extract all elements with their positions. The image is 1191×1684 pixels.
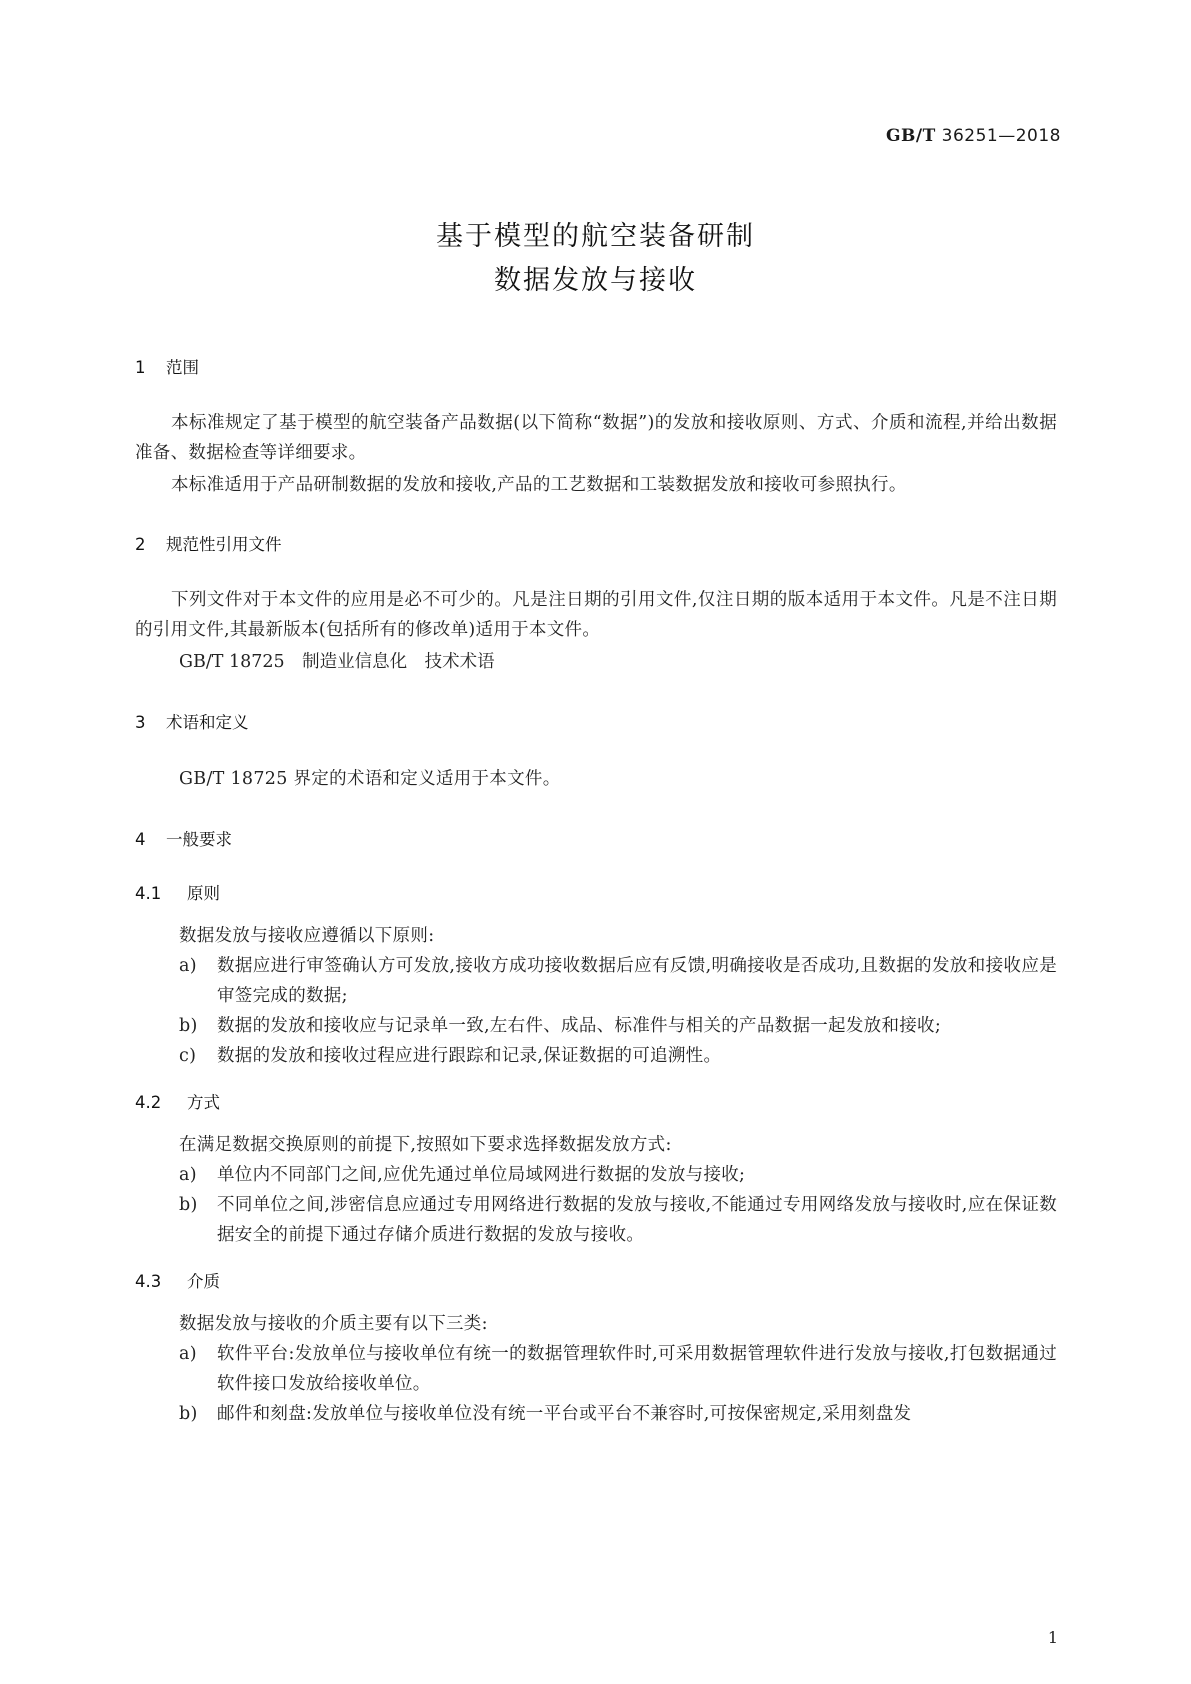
- page-number: 1: [1047, 1628, 1058, 1647]
- section-title: 一般要求: [166, 830, 232, 849]
- standard-code-number: 36251—2018: [941, 126, 1061, 146]
- section-4-3-intro: 数据发放与接收的介质主要有以下三类:: [179, 1314, 488, 1334]
- section-number: 4: [135, 830, 146, 849]
- list-item: [179, 1339, 1057, 1399]
- list-marker: b): [179, 1404, 198, 1424]
- subsection-number: 4.1: [135, 884, 162, 903]
- subsection-title: 方式: [187, 1093, 220, 1112]
- title-line-1: 基于模型的航空装备研制: [436, 221, 755, 252]
- normative-reference: GB/T 18725 制造业信息化 技术术语: [179, 652, 495, 672]
- list-marker: a): [179, 1344, 197, 1364]
- section-4-1-intro: 数据发放与接收应遵循以下原则:: [179, 926, 435, 946]
- section-1-heading: [135, 354, 199, 378]
- list-marker: a): [179, 956, 197, 976]
- section-number: 2: [135, 535, 146, 554]
- section-4-1-heading: [135, 880, 220, 904]
- list-text: 单位内不同部门之间,应优先通过单位局域网进行数据的发放与接收;: [217, 1165, 746, 1185]
- section-4-2-heading: [135, 1089, 220, 1113]
- subsection-number: 4.3: [135, 1272, 162, 1291]
- list-item: [179, 951, 1057, 1011]
- subsection-title: 原则: [187, 884, 220, 903]
- standard-code-prefix: GB/T: [886, 126, 936, 146]
- title-line-2: 数据发放与接收: [494, 265, 697, 296]
- section-1-paragraph-1: 本标准规定了基于模型的航空装备产品数据(以下简称“数据”)的发放和接收原则、方式、介质和流程,并给出数据准备、数据检查等详细要求。: [135, 413, 1057, 463]
- list-text: 数据的发放和接收应与记录单一致,左右件、成品、标准件与相关的产品数据一起发放和接收;: [217, 1016, 942, 1036]
- list-item: [179, 1011, 1057, 1041]
- subsection-number: 4.2: [135, 1093, 162, 1112]
- list-item: [179, 1190, 1057, 1250]
- section-4-2-intro: 在满足数据交换原则的前提下,按照如下要求选择数据发放方式:: [179, 1135, 672, 1155]
- section-2-heading: [135, 531, 282, 555]
- list-text: 软件平台:发放单位与接收单位有统一的数据管理软件时,可采用数据管理软件进行发放与接收,打包数据通过软件接口发放给接收单位。: [217, 1344, 1057, 1394]
- list-text: 邮件和刻盘:发放单位与接收单位没有统一平台或平台不兼容时,可按保密规定,采用刻盘发: [217, 1404, 912, 1424]
- list-text: 不同单位之间,涉密信息应通过专用网络进行数据的发放与接收,不能通过专用网络发放与接收时,应在保证数据安全的前提下通过存储介质进行数据的发放与接收。: [217, 1195, 1057, 1245]
- section-number: 1: [135, 358, 146, 377]
- list-text: 数据应进行审签确认方可发放,接收方成功接收数据后应有反馈,明确接收是否成功,且数据的发放和接收应是审签完成的数据;: [217, 956, 1057, 1006]
- list-marker: b): [179, 1195, 198, 1215]
- list-item: [179, 1399, 1057, 1429]
- list-marker: b): [179, 1016, 198, 1036]
- list-item: [179, 1041, 1057, 1071]
- list-text: 数据的发放和接收过程应进行跟踪和记录,保证数据的可追溯性。: [217, 1046, 722, 1066]
- section-title: 范围: [166, 358, 199, 377]
- section-1-paragraph-2: 本标准适用于产品研制数据的发放和接收,产品的工艺数据和工装数据发放和接收可参照执行。: [171, 475, 907, 495]
- section-4-heading: [135, 826, 232, 850]
- standard-code: [886, 126, 1061, 146]
- section-3-heading: [135, 709, 249, 733]
- section-title: 术语和定义: [166, 713, 249, 732]
- section-3-paragraph-1: GB/T 18725 界定的术语和定义适用于本文件。: [179, 769, 561, 789]
- list-item: [179, 1160, 1057, 1190]
- list-marker: c): [179, 1046, 197, 1066]
- section-number: 3: [135, 713, 146, 732]
- section-title: 规范性引用文件: [166, 535, 282, 554]
- list-marker: a): [179, 1165, 197, 1185]
- section-2-paragraph-1: 下列文件对于本文件的应用是必不可少的。凡是注日期的引用文件,仅注日期的版本适用于本文件。凡是不注日期的引用文件,其最新版本(包括所有的修改单)适用于本文件。: [135, 590, 1057, 640]
- section-4-3-heading: [135, 1268, 220, 1292]
- subsection-title: 介质: [187, 1272, 220, 1291]
